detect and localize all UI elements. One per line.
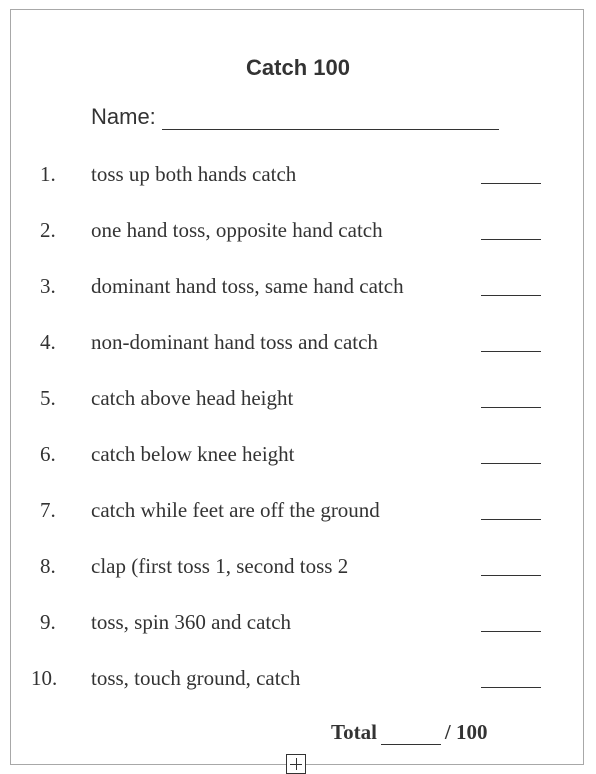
score-blank-line [481,575,541,576]
item-text: catch while feet are off the ground [91,498,380,522]
list-item [11,386,585,416]
item-text: toss, spin 360 and catch [91,610,292,634]
page-title: Catch 100 [246,55,350,80]
list-item [11,162,585,192]
total-blank-line [381,724,441,745]
list-item [11,610,585,640]
score-blank-line [481,239,541,240]
list-item [11,274,585,304]
list-item [11,330,585,360]
score-blank-line [481,519,541,520]
list-item [11,442,585,472]
score-blank-line [481,631,541,632]
name-field-row [91,104,499,130]
item-text: non-dominant hand toss and catch [91,330,378,354]
list-item [11,498,585,528]
item-text: catch below knee height [91,442,295,466]
item-text: catch above head height [91,386,294,410]
list-item [11,666,585,696]
name-label: Name: [91,104,156,129]
item-number: 2. [40,218,56,242]
item-text: toss up both hands catch [91,162,297,186]
list-item [11,218,585,248]
item-number: 6. [40,442,56,466]
score-blank-line [481,407,541,408]
total-row [331,720,488,745]
score-blank-line [481,295,541,296]
item-number: 1. [40,162,56,186]
move-handle-icon[interactable] [286,754,306,774]
total-suffix: / 100 [444,720,488,744]
item-text: clap (first toss 1, second toss 2 [91,554,349,578]
score-blank-line [481,351,541,352]
score-blank-line [481,687,541,688]
item-number: 3. [40,274,56,298]
list-item [11,554,585,584]
item-number: 8. [40,554,56,578]
item-number: 10. [31,666,58,690]
item-number: 7. [40,498,56,522]
item-number: 9. [40,610,56,634]
item-number: 4. [40,330,56,354]
worksheet-page [10,9,584,765]
item-number: 5. [40,386,56,410]
total-label: Total [331,720,377,744]
score-blank-line [481,183,541,184]
score-blank-line [481,463,541,464]
item-text: one hand toss, opposite hand catch [91,218,383,242]
name-blank-line [162,107,499,130]
item-text: dominant hand toss, same hand catch [91,274,404,298]
item-text: toss, touch ground, catch [91,666,301,690]
